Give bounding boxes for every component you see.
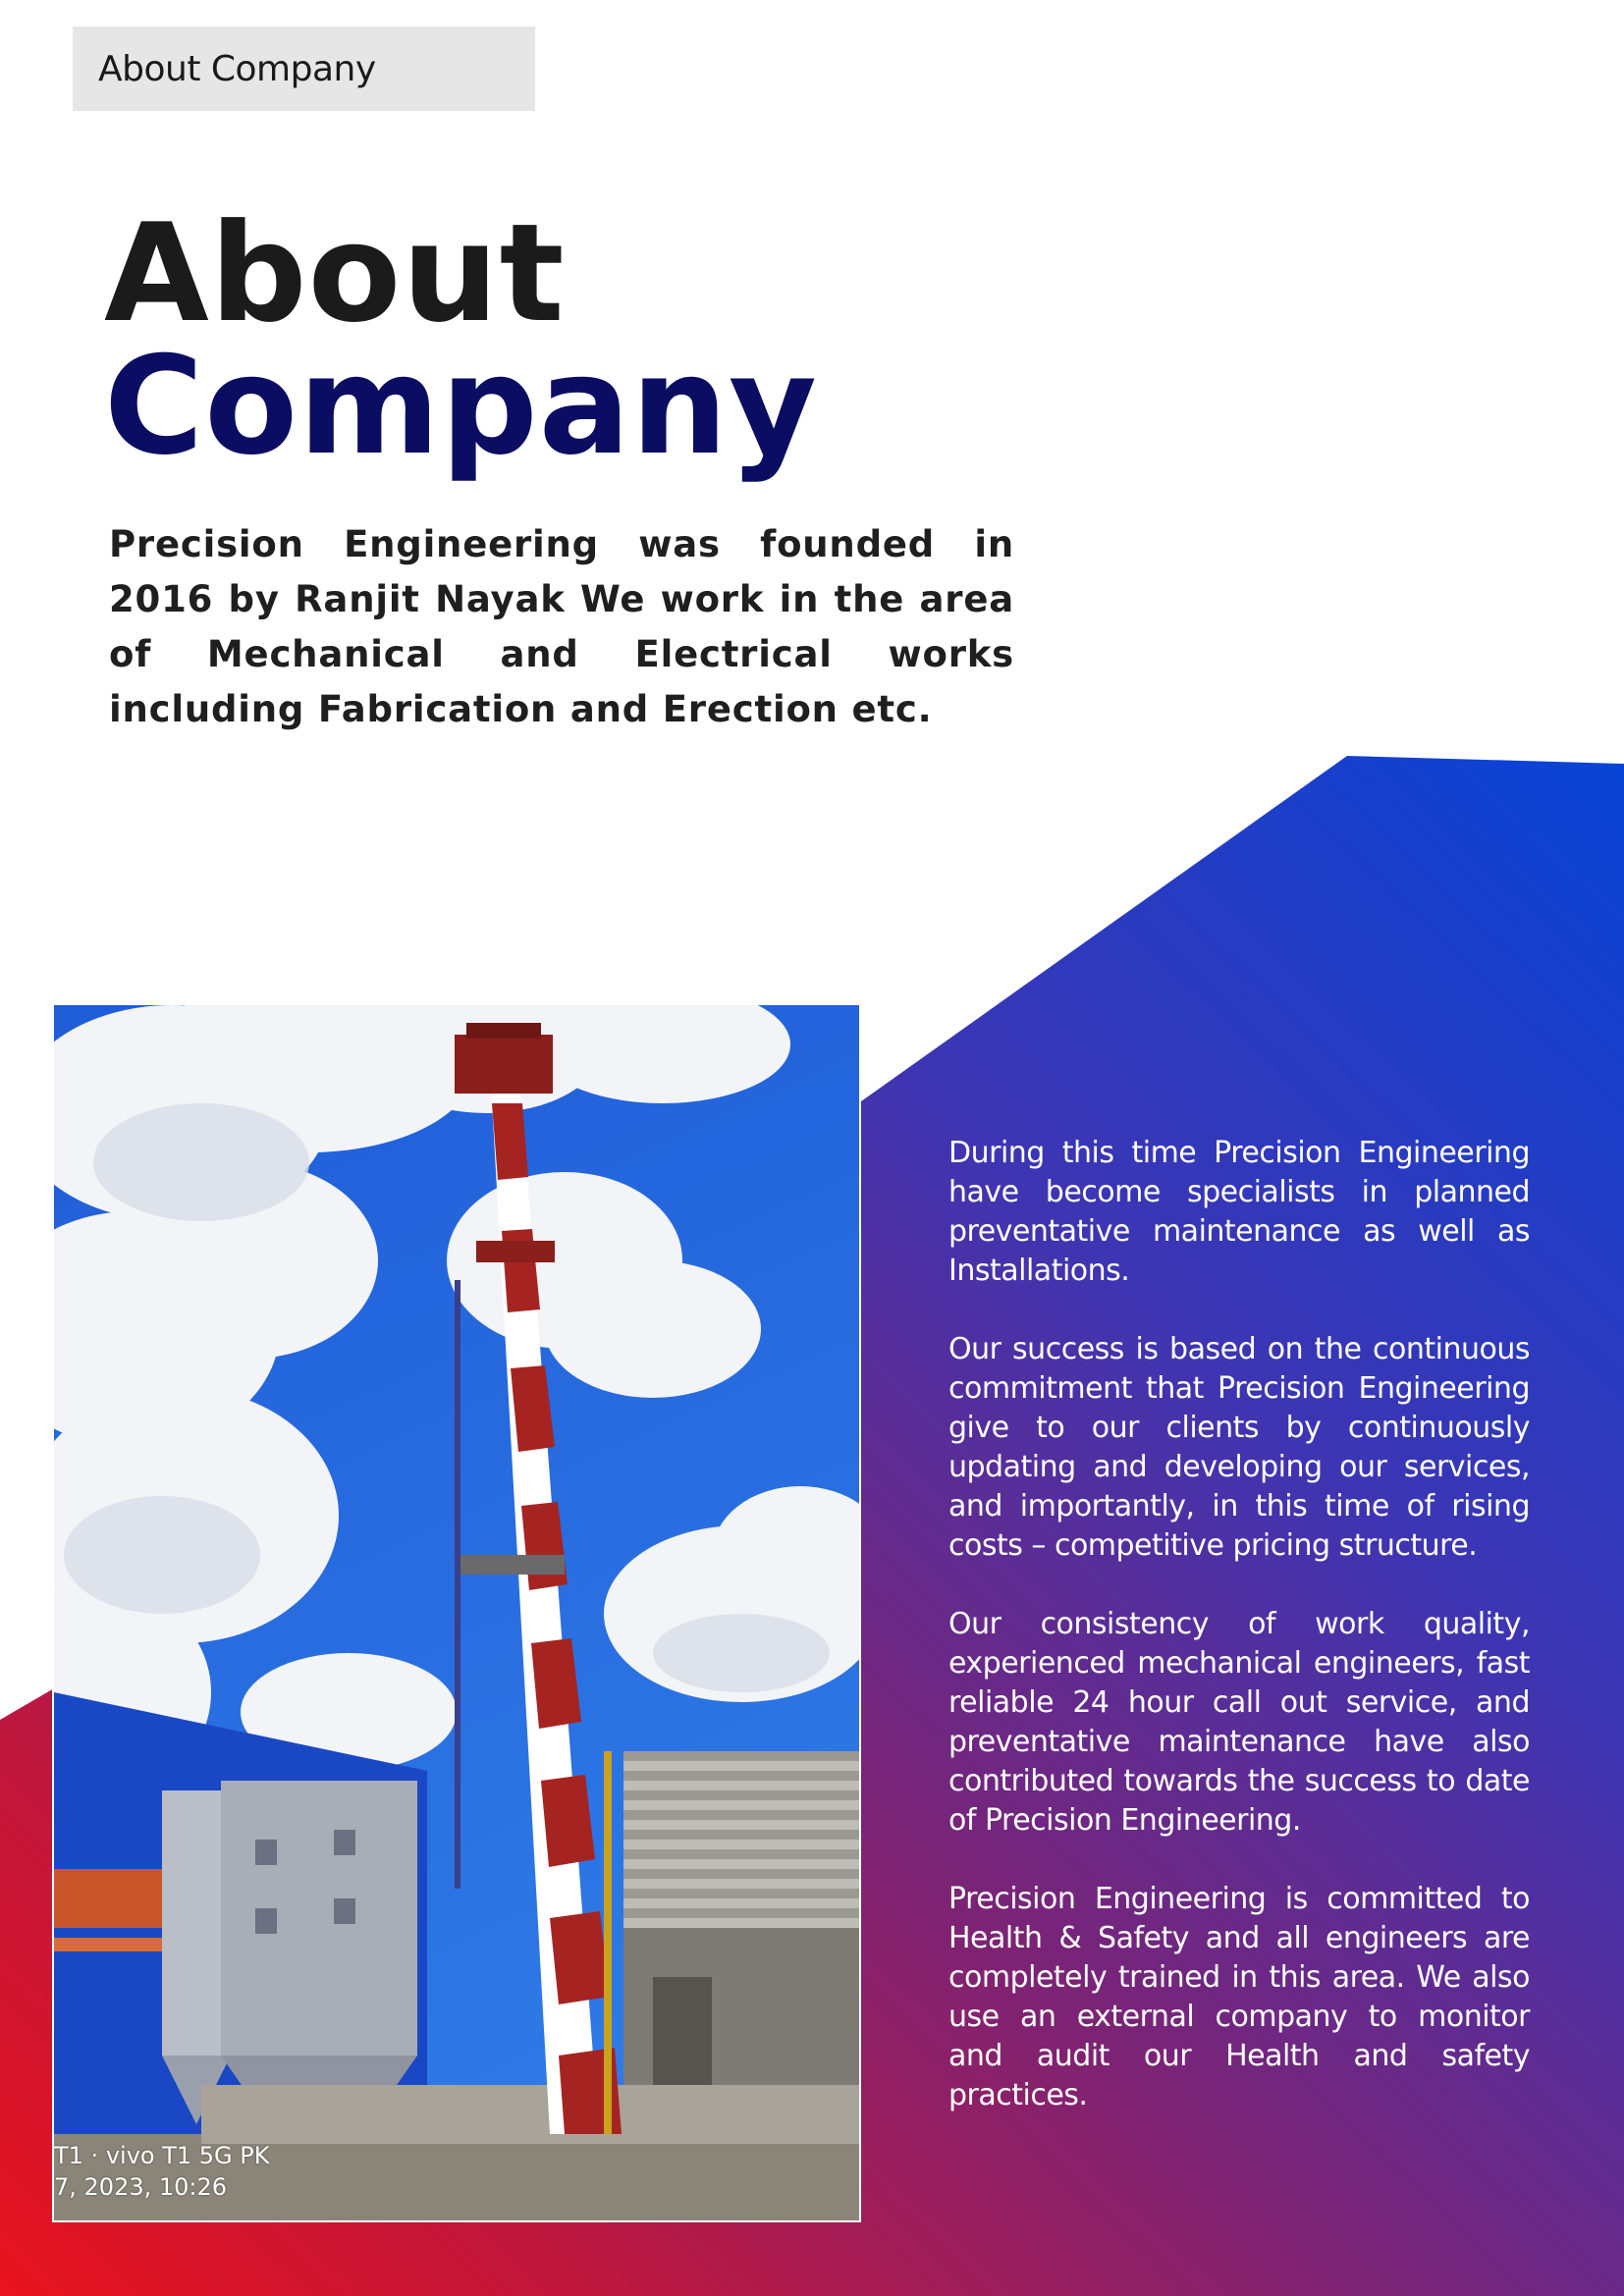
- details-paragraph: Our consistency of work quality, experienced mechanical engineers, fast reliable 24 hour call out service, and preventative maintenance have also contributed towards the success to date of Precision Engineering.: [948, 1607, 1530, 1838]
- title-company: Company: [104, 327, 818, 485]
- section-tag-label: About Company: [98, 48, 376, 89]
- details-paragraph: Precision Engineering is committed to Health & Safety and all engineers are completely trained in this area. We also use an external company to monitor and audit our Health and safety practices.: [948, 1882, 1530, 2112]
- title-about: About: [104, 194, 566, 352]
- section-tag: [73, 27, 535, 111]
- details-paragraph: Our success is based on the continuous commitment that Precision Engineering give to our clients by continuously updating and developing our services, and importantly, in this time of rising costs – competitive pricing structure.: [948, 1332, 1530, 1563]
- camera-caption-date: 7, 2023, 10:26: [54, 2173, 228, 2201]
- details-paragraph: During this time Precision Engineering have become specialists in planned preventative maintenance as well as Installations.: [948, 1136, 1530, 1288]
- camera-caption-device: T1 · vivo T1 5G PK: [54, 2142, 270, 2169]
- intro-paragraph: Precision Engineering was founded in 2016 by Ranjit Nayak We work in the area of Mechanical and Electrical works including Fabrication and Erection etc.: [109, 523, 1014, 730]
- factory-chimney-illustration: [54, 1005, 859, 2220]
- factory-chimney-photo: [52, 1003, 861, 2222]
- details-column: [948, 1134, 1530, 2155]
